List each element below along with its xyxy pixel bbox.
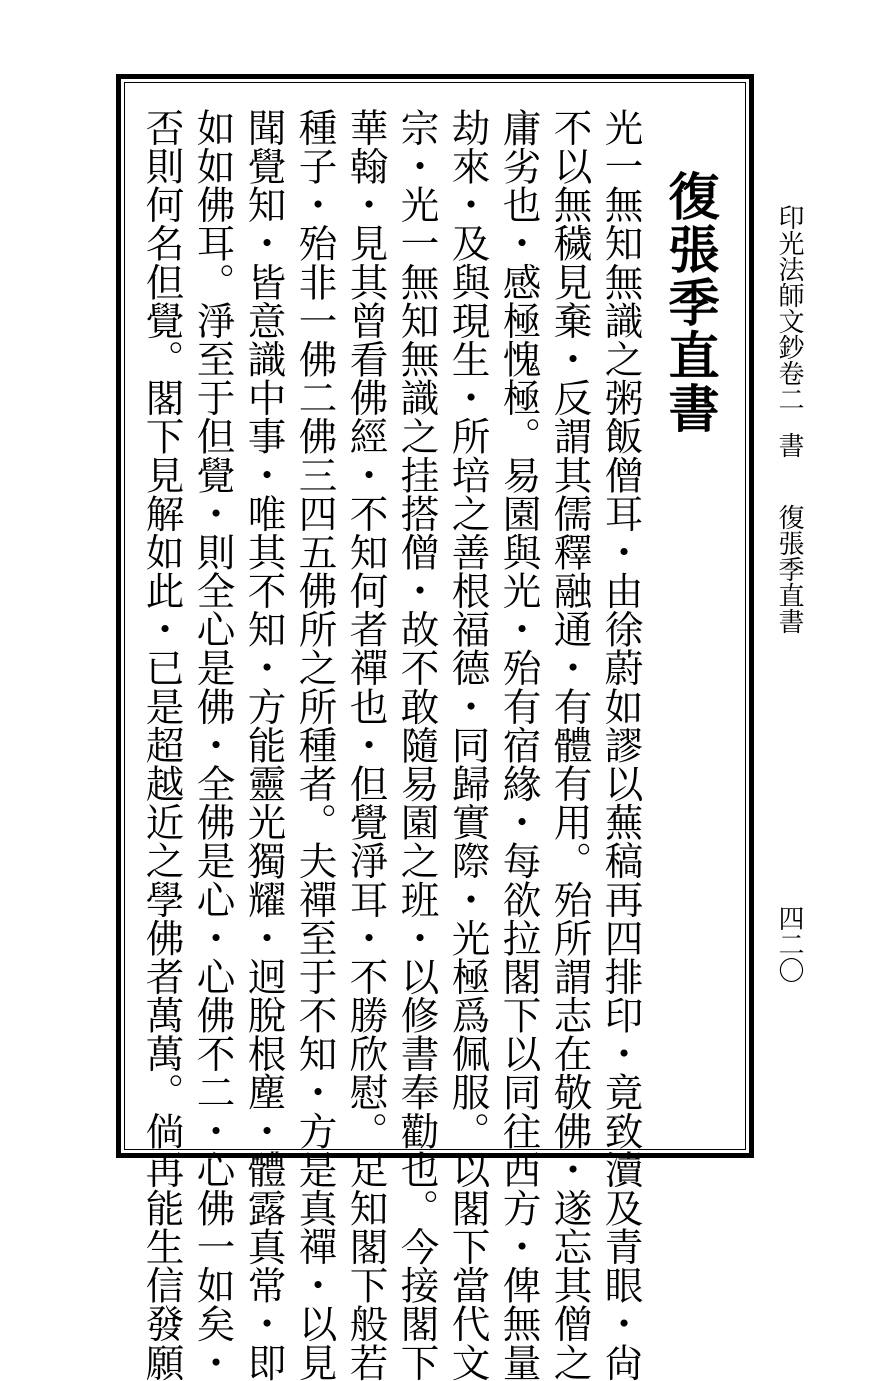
text-column-3: 庸劣也・感極愧極。易園與光・殆有宿緣・每欲拉閣下以同往西方・俾無量 xyxy=(496,108,542,1381)
text-column-9: 如如佛耳。淨至于但覺・則全心是佛・全佛是心・心佛不二・心佛一如矣・ xyxy=(190,108,236,1381)
section-label: 書 xyxy=(774,432,804,458)
text-column-5: 宗・光一無知無識之挂搭僧・故不敢隨易園之班・以修書奉勸也。今接閣下 xyxy=(394,108,440,1381)
text-column-6: 華翰・見其曾看佛經・不知何者禪也・但覺淨耳・不勝欣慰。足知閣下般若 xyxy=(343,108,389,1381)
running-header xyxy=(776,204,802,634)
letter-heading: 復張季直書 xyxy=(659,170,719,435)
page-number: 四二〇 xyxy=(774,905,804,983)
letter-title: 復張季直書 xyxy=(774,504,804,634)
text-column-1: 光一無知無識之粥飯僧耳・由徐蔚如謬以蕪稿再四排印・竟致瀆及青眼・尙 xyxy=(598,108,644,1381)
text-column-2: 不以無穢見棄・反謂其儒釋融通・有體有用。殆所謂志在敬佛・遂忘其僧之 xyxy=(547,108,593,1381)
text-column-10: 否則何名但覺。閣下見解如此・已是超越近之學佛者萬萬。倘再能生信發願 xyxy=(139,108,185,1381)
text-column-8: 聞覺知・皆意識中事・唯其不知・方能靈光獨耀・迥脫根塵・體露真常・即 xyxy=(241,108,287,1381)
text-column-7: 種子・殆非一佛二佛三四五佛所之所種者。夫禪至于不知・方是真禪・以見 xyxy=(292,108,338,1381)
text-column-4: 劫來・及與現生・所培之善根福德・同歸實際・光極爲佩服。以閣下當代文 xyxy=(445,108,491,1381)
book-title: 印光法師文鈔卷二 xyxy=(774,204,804,412)
